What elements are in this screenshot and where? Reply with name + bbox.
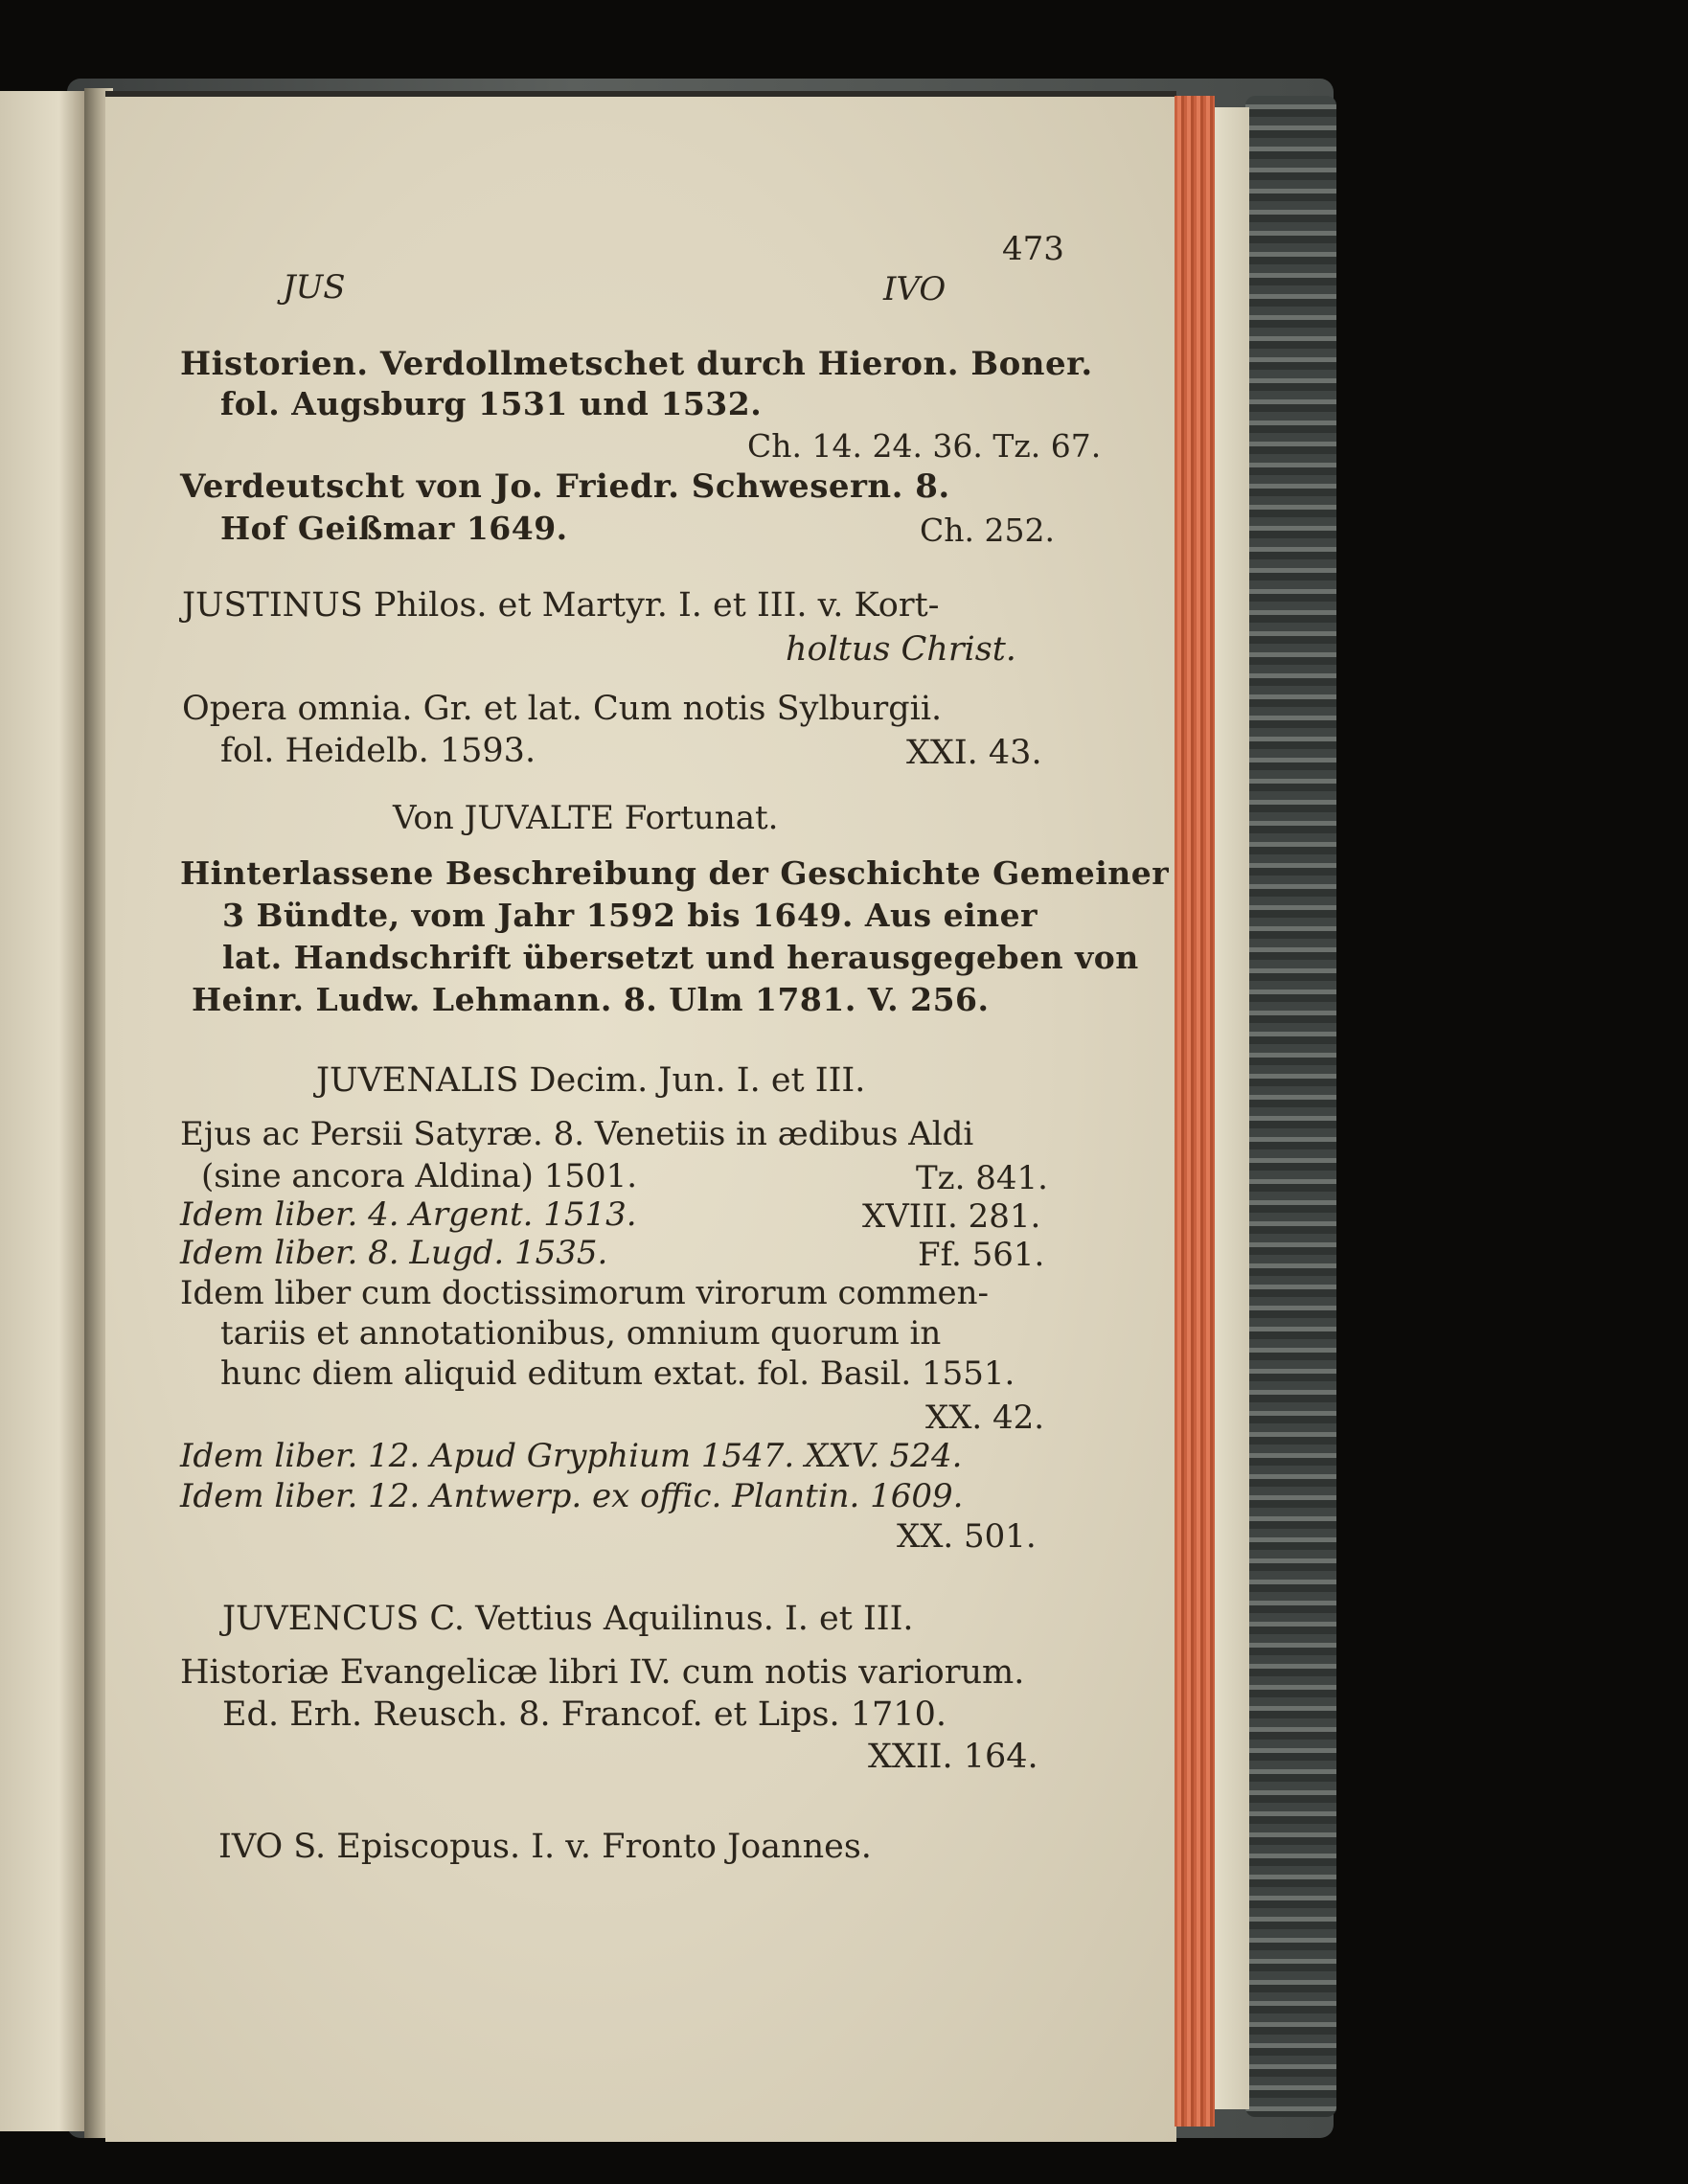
entry-line: lat. Handschrift übersetzt und herausgegeben von (222, 939, 1139, 976)
entry-line: Ch. 252. (920, 512, 1055, 549)
entry-line: XX. 501. (897, 1517, 1037, 1556)
cover-edge (1245, 96, 1336, 2117)
entry-line: Verdeutscht von Jo. Friedr. Schwesern. 8. (180, 467, 950, 506)
entry-line: Hinterlassene Beschreibung der Geschichte Gemeiner (180, 854, 1170, 892)
running-head-right: IVO (883, 270, 947, 308)
entry-heading: JUSTINUS Philos. et Martyr. I. et III. v. Kort- (182, 586, 940, 625)
entry-heading: Von JUVALTE Fortunat. (393, 799, 779, 837)
page-block-edge (1215, 107, 1249, 2109)
entry-line: fol. Heidelb. 1593. (220, 732, 536, 770)
entry-line: Idem liber. 8. Lugd. 1535. (180, 1234, 608, 1272)
entry-line: Heinr. Ludw. Lehmann. 8. Ulm 1781. V. 256. (192, 981, 990, 1018)
entry-line: XVIII. 281. (862, 1197, 1041, 1236)
entry-line: Historien. Verdollmetschet durch Hieron. Boner. (180, 345, 1093, 383)
entry-line: tariis et annotationibus, omnium quorum in (220, 1314, 942, 1353)
entry-line: Hof Geißmar 1649. (220, 510, 568, 547)
entry-line: hunc diem aliquid editum extat. fol. Basil. 1551. (220, 1354, 1015, 1393)
entry-line: XX. 42. (925, 1399, 1045, 1437)
entry-line: fol. Augsburg 1531 und 1532. (220, 385, 763, 422)
entry-heading: JUVENCUS C. Vettius Aquilinus. I. et III. (222, 1600, 914, 1638)
entry-heading: IVO S. Episcopus. I. v. Fronto Joannes. (218, 1828, 872, 1866)
entry-line: Ejus ac Persii Satyræ. 8. Venetiis in ædibus Aldi (180, 1115, 974, 1153)
entry-line: Ch. 14. 24. 36. Tz. 67. (747, 427, 1102, 465)
entry-heading: JUVENALIS Decim. Jun. I. et III. (316, 1061, 866, 1100)
entry-line: XXI. 43. (906, 734, 1042, 772)
entry-line: Idem liber. 4. Argent. 1513. (180, 1195, 637, 1234)
page-number: 473 (1002, 230, 1064, 268)
entry-line: Ed. Erh. Reusch. 8. Francof. et Lips. 1710. (222, 1695, 947, 1734)
entry-heading-cont: holtus Christ. (786, 630, 1016, 669)
entry-line: Ff. 561. (918, 1236, 1045, 1274)
entry-line: Idem liber. 12. Antwerp. ex offic. Plantin. 1609. (180, 1477, 964, 1515)
entry-line: Opera omnia. Gr. et lat. Cum notis Sylburgii. (182, 690, 943, 728)
entry-line: Historiæ Evangelicæ libri IV. cum notis variorum. (180, 1653, 1025, 1692)
left-page (0, 91, 84, 2131)
entry-line: XXII. 164. (868, 1738, 1038, 1776)
running-head-left: JUS (283, 268, 346, 307)
entry-line: Idem liber. 12. Apud Gryphium 1547. XXV. 524. (180, 1437, 963, 1475)
page-fore-edge (1175, 96, 1215, 2127)
entry-line: Tz. 841. (916, 1159, 1048, 1197)
entry-line: 3 Bündte, vom Jahr 1592 bis 1649. Aus einer (222, 897, 1038, 934)
entry-line: Idem liber cum doctissimorum virorum commen- (180, 1274, 990, 1312)
entry-line: (sine ancora Aldina) 1501. (201, 1157, 638, 1195)
